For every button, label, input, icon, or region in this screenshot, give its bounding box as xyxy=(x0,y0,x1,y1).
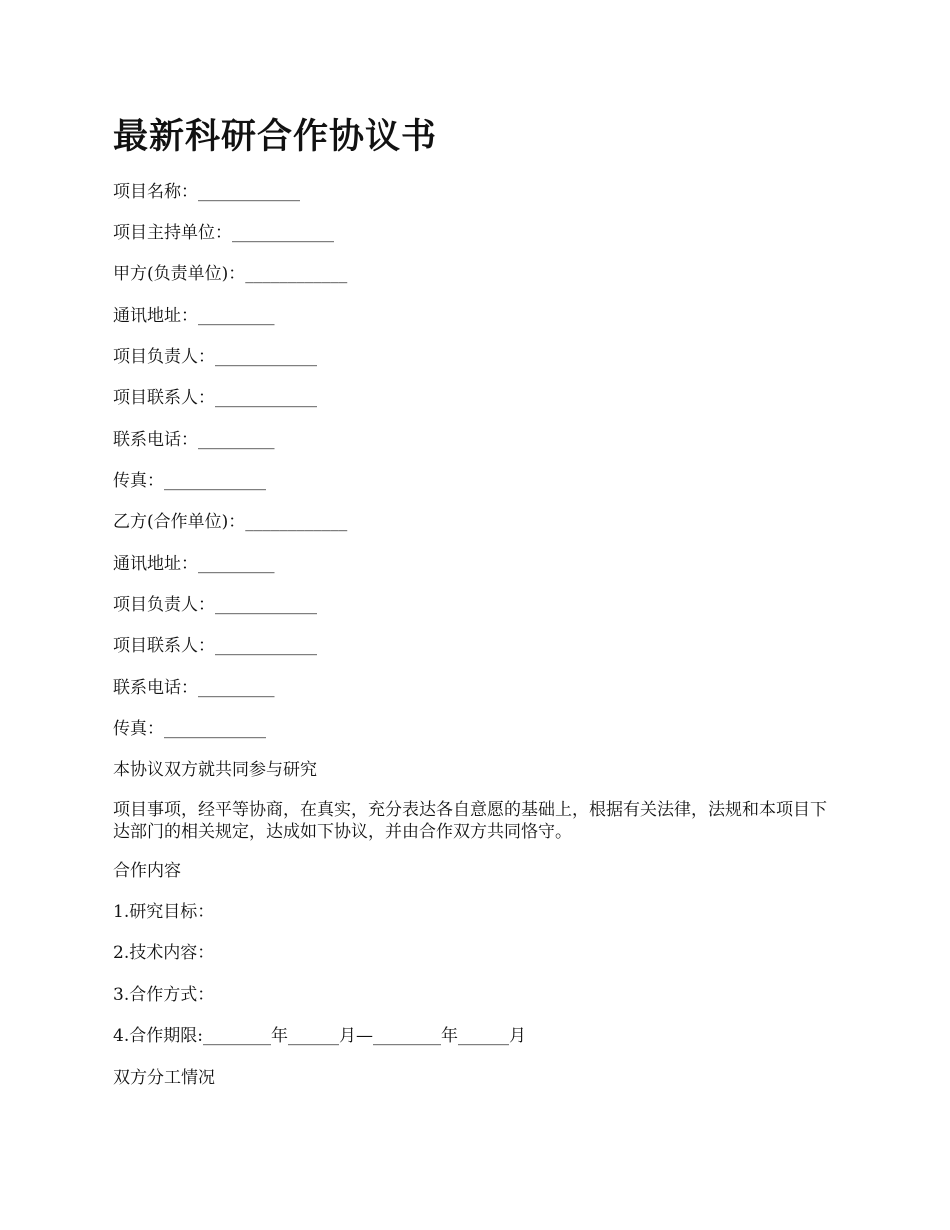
item-research-goal: 1.研究目标： xyxy=(113,902,215,922)
intro-line: 本协议双方就共同参与研究 xyxy=(113,760,317,780)
item-cooperation-period: 4.合作期限:________年______月—________年______月 xyxy=(113,1026,526,1046)
document-title: 最新科研合作协议书 xyxy=(113,117,438,157)
field-project-name: 项目名称：____________ xyxy=(113,182,300,202)
field-party-a-contact: 项目联系人：____________ xyxy=(113,388,317,408)
field-party-b-fax: 传真：____________ xyxy=(113,719,266,739)
field-party-b: 乙方(合作单位)：____________ xyxy=(113,512,348,532)
field-host-unit: 项目主持单位：____________ xyxy=(113,223,334,243)
section-heading-cooperation: 合作内容 xyxy=(113,861,181,881)
field-party-a-address: 通讯地址：_________ xyxy=(113,306,275,326)
field-party-a-phone: 联系电话：_________ xyxy=(113,430,275,450)
field-party-a-fax: 传真：____________ xyxy=(113,471,266,491)
field-party-b-address: 通讯地址：_________ xyxy=(113,554,275,574)
intro-paragraph: 项目事项，经平等协商，在真实，充分表达各自意愿的基础上，根据有关法律，法规和本项目下达部门的相关规定，达成如下协议，并由合作双方共同恪守。 xyxy=(113,800,827,842)
field-party-b-phone: 联系电话：_________ xyxy=(113,678,275,698)
field-party-a: 甲方(负责单位)：____________ xyxy=(113,264,348,284)
field-party-b-leader: 项目负责人：____________ xyxy=(113,595,317,615)
section-heading-division: 双方分工情况 xyxy=(113,1068,215,1088)
item-technical-content: 2.技术内容： xyxy=(113,943,215,963)
field-party-a-leader: 项目负责人：____________ xyxy=(113,347,317,367)
field-party-b-contact: 项目联系人：____________ xyxy=(113,636,317,656)
item-cooperation-method: 3.合作方式： xyxy=(113,985,215,1005)
